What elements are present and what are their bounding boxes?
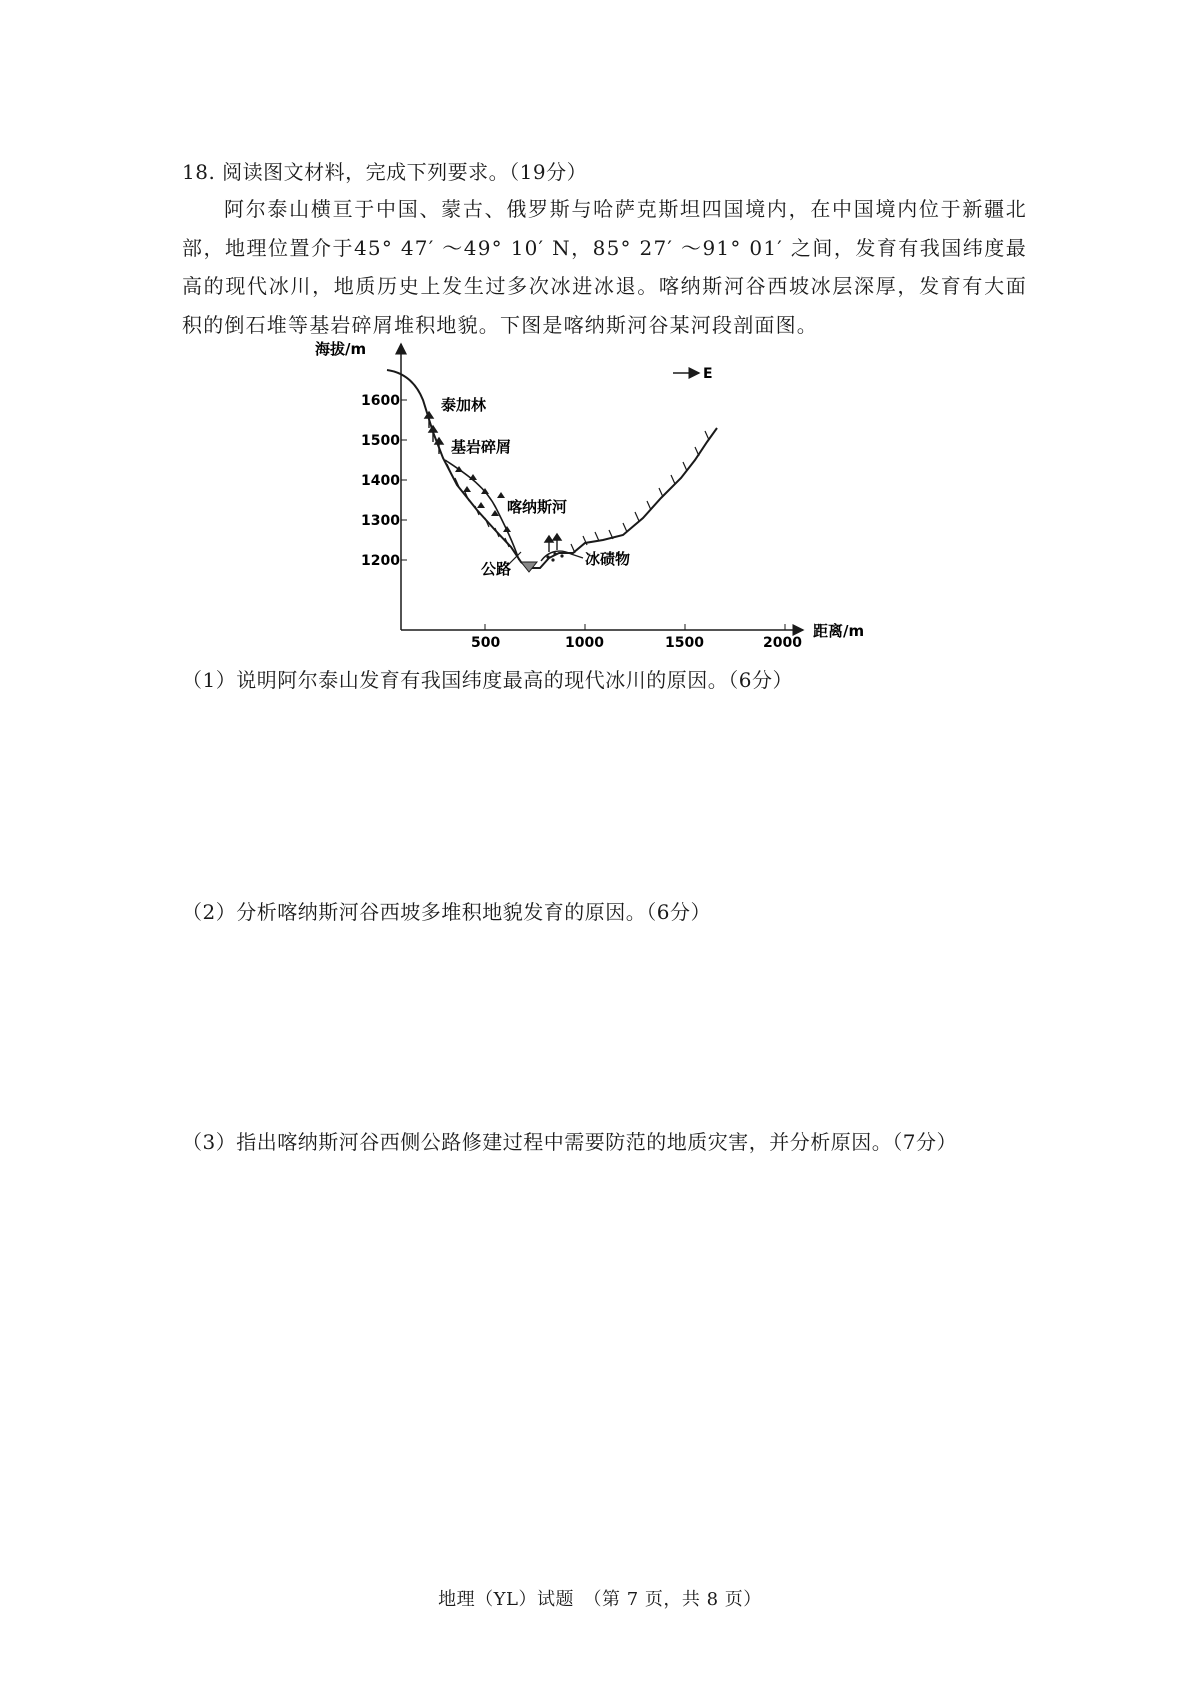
x-tick-label: 1500	[665, 635, 704, 651]
y-tick-label: 1500	[361, 433, 400, 449]
label-river: 喀纳斯河	[507, 498, 568, 516]
moraine-leader	[571, 554, 583, 558]
label-debris: 基岩碎屑	[451, 438, 512, 456]
sub-question-2: （2）分析喀纳斯河谷西坡多堆积地貌发育的原因。（6分）	[182, 900, 711, 924]
moraine	[541, 551, 571, 561]
y-tick-label: 1400	[361, 473, 400, 489]
y-ticks	[361, 393, 407, 569]
sub-question-3: （3）指出喀纳斯河谷西侧公路修建过程中需要防范的地质灾害，并分析原因。（7分）	[182, 1130, 957, 1154]
passage-text: 阿尔泰山横亘于中国、蒙古、俄罗斯与哈萨克斯坦四国境内，在中国境内位于新疆北部，地理位置介于45° 47′ ～49° 10′ N，85° 27′ ～91° 01′ 之间，发育有我国纬度最高的现代冰川，地质历史上发生过多次冰进冰退。喀纳斯河谷西坡冰层深厚，发育有大面积的倒石堆等基岩碎屑堆积地貌。下图是喀纳斯河谷某河段剖面图。	[182, 197, 1027, 337]
page-footer: 地理（YL）试题 （第 7 页，共 8 页）	[438, 1589, 762, 1610]
answer-area-3[interactable]	[182, 1162, 1027, 1542]
label-moraine: 冰碛物	[585, 550, 631, 568]
y-tick-label: 1300	[361, 513, 400, 529]
sub-question-1: （1）说明阿尔泰山发育有我国纬度最高的现代冰川的原因。（6分）	[182, 668, 793, 692]
valley-profile-figure	[315, 340, 875, 651]
tree-symbols	[425, 412, 561, 552]
x-tick-label: 1000	[565, 635, 604, 651]
y-axis-label: 海拔/m	[315, 340, 367, 358]
question-header: 18. 阅读图文材料，完成下列要求。（19分）	[182, 160, 588, 184]
x-tick-label: 500	[471, 635, 501, 651]
x-tick-label: 2000	[763, 635, 802, 651]
label-taiga: 泰加林	[441, 396, 487, 414]
direction-label: E	[703, 366, 713, 382]
terrain-profile	[387, 370, 717, 568]
answer-area-1[interactable]	[182, 700, 1027, 880]
y-tick-label: 1200	[361, 553, 400, 569]
answer-area-2[interactable]	[182, 932, 1027, 1112]
valley-profile-svg	[315, 340, 875, 651]
x-ticks	[471, 624, 802, 651]
east-slope-hatching	[571, 431, 709, 553]
y-tick-label: 1600	[361, 393, 400, 409]
label-road: 公路	[481, 560, 512, 578]
x-axis-label: 距离/m	[813, 622, 865, 640]
